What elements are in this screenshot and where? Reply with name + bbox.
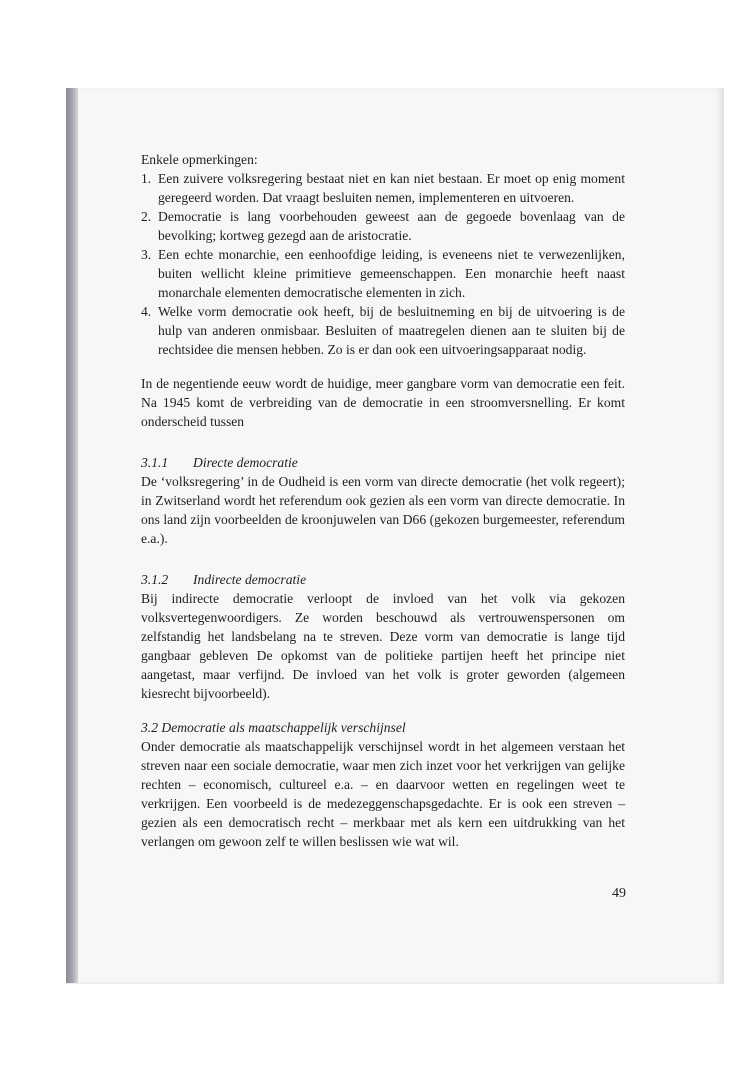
list-item: 1. Een zuivere volksregering bestaat niet en kan niet bestaan. Er moet op enig moment geregeerd worden. Dat vraagt besluiten nemen, implementeren en uitvoeren. [141, 171, 625, 205]
paragraph-indirect-democracy: Bij indirecte democratie verloopt de invloed van het volk via gekozen volksvertegenwoordigers. Ze worden beschouwd als vertrouwenspersonen om zelfstandig het landsbelang na te streven. Deze vorm van democratie is lange tijd gangbaar gebleven De opkomst van de politieke partijen heeft het principe niet aangetast, maar verfijnd. De invloed van het volk is groter geworden (algemeen kiesrecht bijvoorbeeld). [141, 591, 625, 701]
list-item: 4. Welke vorm democratie ook heeft, bij de besluitneming en bij de uitvoering is de hulp van anderen onmisbaar. Besluiten of maatregelen dienen aan te sluiten bij de rechtsidee die mensen hebben. Zo is er dan ook een uitvoeringsapparaat nodig. [141, 304, 625, 357]
paragraph-social-democracy: Onder democratie als maatschappelijk verschijnsel wordt in het algemeen verstaan het streven naar een sociale democratie, waar men zich inzet voor het verkrijgen van gelijke rechten – economisch, cultureel e.a. – en daarvoor wetten en regelingen weet te verkrijgen. Een voorbeeld is de medezeggenschapsgedachte. Er is ook een streven – gezien als een democratisch recht – merkbaar met als kern een uitdrukking van het verlangen om gewoon zelf te willen beslissen wie wat wil. [141, 739, 625, 849]
section-heading-3-1-1: 3.1.1 Directe democratie [141, 455, 298, 470]
page-text [141, 150, 625, 851]
intro-line: Enkele opmerkingen: [141, 152, 258, 167]
book-spine [66, 88, 78, 983]
list-item: 3. Een echte monarchie, een eenhoofdige leiding, is eveneens niet te verwezenlijken, buiten wellicht kleine primitieve gemeenschappen. Een monarchie heeft naast monarchale elementen democratische elementen in zich. [141, 247, 625, 300]
paragraph-history: In de negentiende eeuw wordt de huidige, meer gangbare vorm van democratie een feit. Na 1945 komt de verbreiding van de democratie in een stroomversnelling. Er komt onderscheid tussen [141, 376, 625, 429]
section-heading-3-1-2: 3.1.2 Indirecte democratie [141, 572, 307, 587]
page-number: 49 [612, 886, 626, 901]
section-heading-3-2: 3.2 Democratie als maatschappelijk verschijnsel [141, 720, 406, 735]
paragraph-direct-democracy: De ‘volksregering’ in de Oudheid is een vorm van directe democratie (het volk regeert); in Zwitserland wordt het referendum ook gezien als een vorm van directe democratie. In ons land zijn voorbeelden de kroonjuwelen van D66 (gekozen burgemeester, referendum e.a.). [141, 474, 625, 546]
list-item: 2. Democratie is lang voorbehouden geweest aan de gegoede bovenlaag van de bevolking; kortweg gezegd aan de aristocratie. [141, 209, 625, 243]
remarks-list [141, 169, 625, 359]
